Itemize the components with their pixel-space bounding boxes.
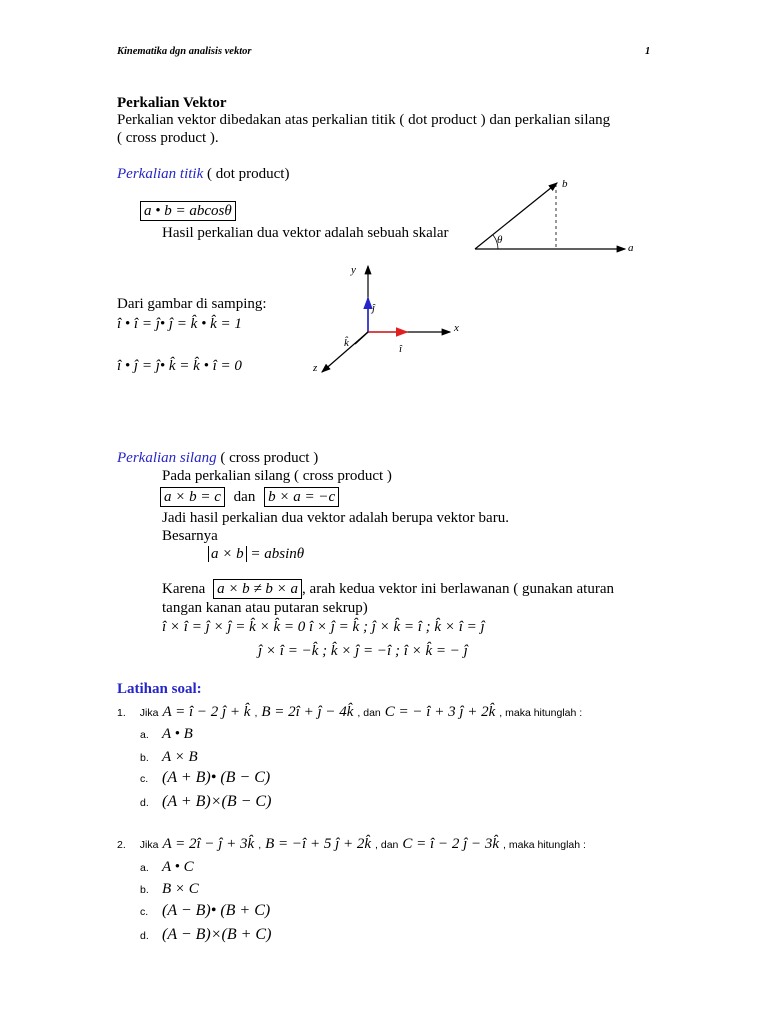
cross-dan: dan	[233, 489, 256, 505]
exercise-1-item-c	[140, 769, 270, 787]
intro-line-1: Perkalian vektor dibedakan atas perkalian titik ( dot product ) dan perkalian silang	[117, 112, 611, 128]
exercise-2-item-c-letter: c.	[140, 906, 149, 918]
dot-product-heading-colored: Perkalian titik	[117, 166, 204, 182]
k-hat-arrow	[355, 332, 368, 344]
dot-product-heading	[117, 165, 289, 183]
exercise-1-item-a-letter: a.	[140, 729, 149, 741]
exercise-1-item-a-expr: A • B	[162, 726, 193, 742]
exercise-2-item-d	[140, 926, 271, 944]
label-k-hat: k̂	[344, 337, 349, 349]
exercise-2-item-d-expr: (A − B)×(B + C)	[162, 926, 272, 943]
exercise-1-item-d	[140, 793, 271, 811]
cross-magnitude-abs: a × b	[208, 546, 247, 562]
axis-label-y: y	[351, 264, 356, 276]
exercise-1-B: B = 2î + ĵ − 4k̂	[261, 704, 354, 720]
exercise-2-A: A = 2î − ĵ + 3k̂	[162, 836, 255, 852]
exercise-2-item-a-letter: a.	[140, 862, 149, 874]
label-a: a	[628, 242, 634, 254]
exercise-1-tail: , maka hitunglah :	[499, 707, 583, 719]
label-theta: θ	[497, 234, 503, 246]
vector-b-arrow	[475, 183, 557, 249]
intro-line-2: ( cross product ).	[117, 130, 219, 146]
exercise-2-dan: , dan	[375, 839, 399, 851]
cross-product-heading-colored: Perkalian silang	[117, 450, 217, 466]
exercise-2-C: C = î − 2 ĵ − 3k̂	[402, 836, 500, 852]
exercise-2-B: B = −î + 5 ĵ + 2k̂	[265, 836, 372, 852]
cross-line-2: Jadi hasil perkalian dua vektor adalah berupa vektor baru.	[162, 510, 509, 526]
label-j-hat: ĵ	[372, 302, 376, 314]
from-figure-text: Dari gambar di samping:	[117, 296, 267, 312]
exercise-1-item-d-letter: d.	[140, 797, 149, 809]
dot-product-note: Hasil perkalian dua vektor adalah sebuah skalar	[162, 225, 449, 241]
axis-label-z: z	[313, 362, 318, 374]
exercise-1-A: A = î − 2 ĵ + k̂	[162, 704, 251, 720]
dot-product-heading-rest: ( dot product)	[203, 166, 290, 182]
exercise-1-jika: Jika	[139, 707, 159, 719]
cross-box-3: a × b ≠ b × a	[213, 579, 302, 599]
exercise-2-item-b-letter: b.	[140, 884, 149, 896]
exercise-2-item-b	[140, 880, 199, 898]
exercise-1-number: 1.	[117, 707, 126, 719]
dot-product-formula-box	[140, 201, 236, 221]
cross-karena-rest: , arah kedua vektor ini berlawanan ( gunakan aturan	[302, 581, 614, 597]
exercise-2-item-a-expr: A • C	[162, 859, 194, 875]
axis-label-x: x	[454, 322, 459, 334]
exercise-2-item-b-expr: B × C	[162, 881, 199, 897]
cross-product-heading-rest: ( cross product )	[216, 450, 319, 466]
cross-line-1: Pada perkalian silang ( cross product )	[162, 468, 392, 484]
cross-definition-row	[160, 487, 339, 507]
exercise-1-item-b-expr: A × B	[162, 749, 198, 765]
running-header-title: Kinematika dgn analisis vektor	[117, 46, 252, 57]
dot-eq-unit-cross: î • ĵ = ĵ• k̂ = k̂ • î = 0	[117, 358, 242, 374]
dot-eq-unit-self: î • î = ĵ• ĵ = k̂ • k̂ = 1	[117, 316, 242, 332]
exercise-2-stem: 2. Jika A = 2î − ĵ + 3k̂ , B = −î + 5 ĵ + 2k̂ , dan C = î − 2 ĵ − 3k̂ , maka hitunglah :	[117, 836, 586, 852]
cross-box-1: a × b = c	[160, 487, 225, 507]
cross-magnitude-rest: = absinθ	[250, 546, 305, 562]
exercise-2-item-c	[140, 902, 270, 920]
cross-line-3: Besarnya	[162, 528, 218, 544]
exercises-heading: Latihan soal:	[117, 681, 202, 697]
exercise-2-item-a	[140, 858, 194, 876]
section-heading-perkalian-vektor: Perkalian Vektor	[117, 95, 227, 111]
label-i-hat: î	[399, 343, 403, 355]
cross-eq-2: ĵ × î = −k̂ ; k̂ × ĵ = −î ; î × k̂ = − ĵ	[258, 643, 468, 659]
cross-line-4: tangan kanan atau putaran sekrup)	[162, 600, 368, 616]
unit-vector-axes-diagram	[300, 260, 470, 380]
exercise-2-jika: Jika	[139, 839, 159, 851]
dot-product-diagram	[470, 170, 640, 260]
cross-box-2: b × a = −c	[264, 487, 339, 507]
exercise-1-C: C = − î + 3 ĵ + 2k̂	[384, 704, 496, 720]
exercise-1-item-c-expr: (A + B)• (B − C)	[162, 769, 271, 786]
page-number: 1	[645, 46, 651, 57]
exercise-1-item-b	[140, 748, 198, 766]
cross-karena-row	[162, 579, 614, 599]
exercise-2-item-d-letter: d.	[140, 930, 149, 942]
exercise-1-item-d-expr: (A + B)×(B − C)	[162, 793, 272, 810]
cross-magnitude	[208, 546, 304, 563]
exercise-1-item-b-letter: b.	[140, 752, 149, 764]
cross-eq-1: î × î = ĵ × ĵ = k̂ × k̂ = 0 î × ĵ = k̂ ; ĵ × k̂ = î ; k̂ × î = ĵ	[162, 619, 485, 635]
cross-karena: Karena	[162, 581, 206, 597]
dot-product-formula: a • b = abcosθ	[140, 201, 236, 221]
cross-product-heading	[117, 449, 318, 467]
label-b: b	[562, 178, 568, 190]
exercise-2-tail: , maka hitunglah :	[503, 839, 586, 851]
exercise-2-item-c-expr: (A − B)• (B + C)	[162, 902, 271, 919]
exercise-2-number: 2.	[117, 839, 126, 851]
exercise-1-stem: 1. Jika A = î − 2 ĵ + k̂ , B = 2î + ĵ − 4k̂ , dan C = − î + 3 ĵ + 2k̂ , maka hitunglah :	[117, 704, 583, 720]
exercise-1-item-a	[140, 725, 193, 743]
exercise-1-item-c-letter: c.	[140, 773, 149, 785]
exercise-1-dan: , dan	[357, 707, 381, 719]
